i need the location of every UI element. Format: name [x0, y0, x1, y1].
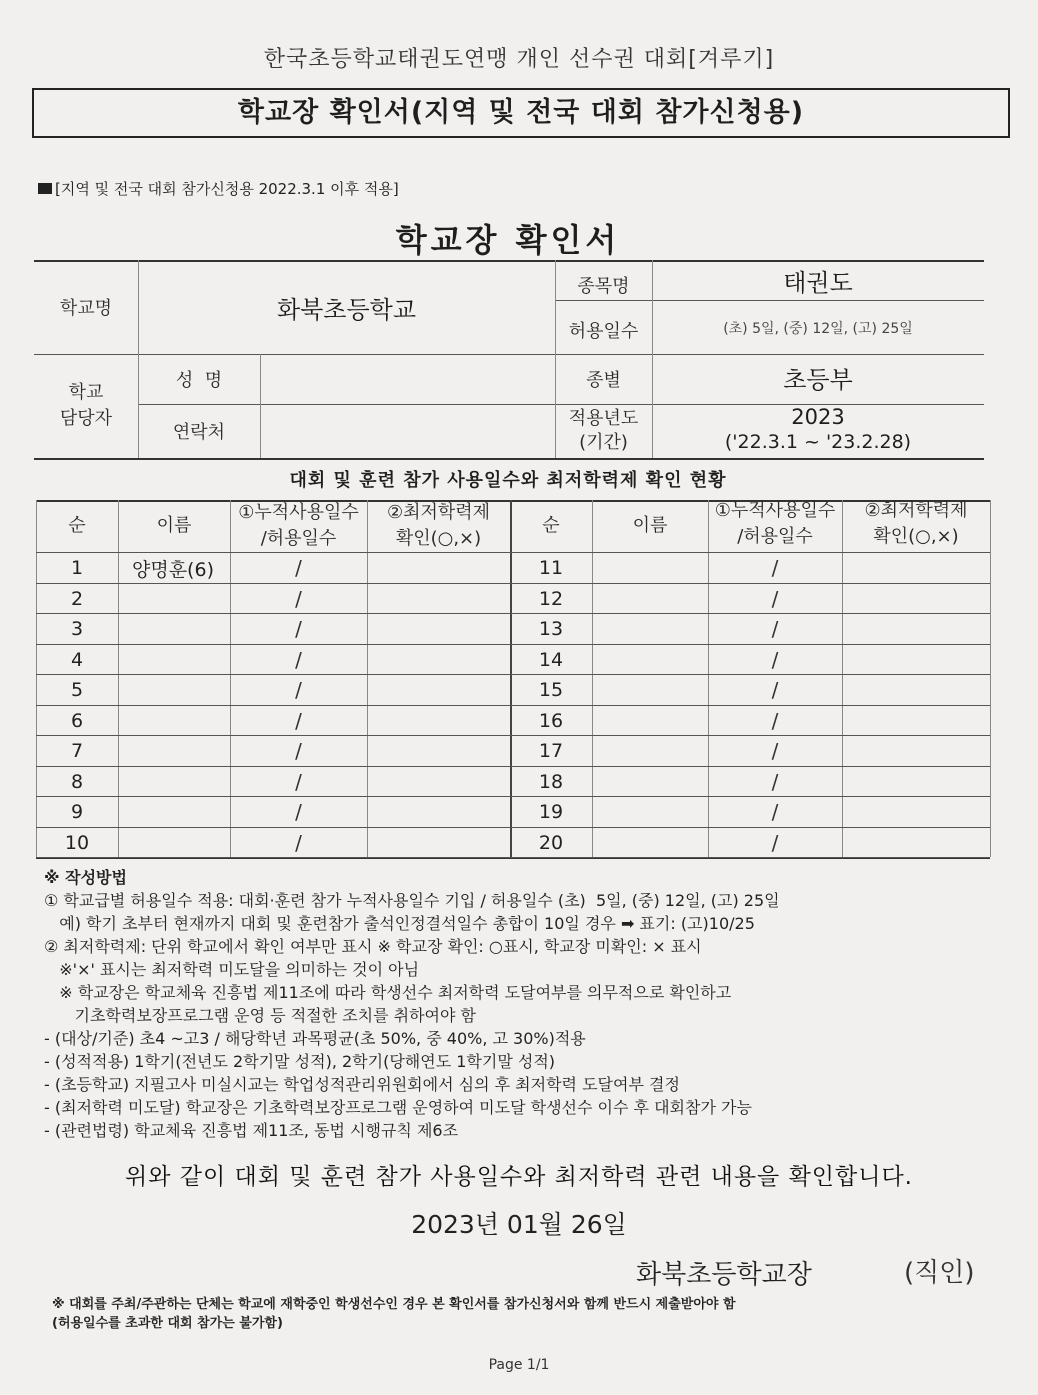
- table-row-rule: [36, 613, 990, 614]
- row-name: [132, 737, 230, 766]
- header-no-right: 순: [542, 515, 560, 536]
- row-name: [606, 646, 708, 675]
- row-days-slash: /: [771, 617, 779, 642]
- row-days-slash: /: [295, 586, 302, 611]
- instruction-line: - (초등학교) 지필고사 미실시교는 학업성적관리위원회에서 심의 후 최저학력 도달여부 결정: [44, 1075, 680, 1094]
- row-name: [606, 829, 708, 858]
- row-days-slash: /: [771, 708, 779, 733]
- row-min-check: [842, 798, 990, 827]
- instruction-line: ※'×' 표시는 최저학력 미도달을 의미하는 것이 아님: [44, 960, 420, 979]
- row-number: 4: [70, 648, 84, 671]
- school-label: 학교명: [59, 298, 113, 319]
- row-days-slash: /: [295, 556, 302, 581]
- table-row-rule: [36, 644, 990, 645]
- row-name: [132, 585, 230, 614]
- row-days-slash: /: [295, 769, 302, 794]
- row-min-check: [367, 707, 510, 736]
- footnote-line1: ※ 대회를 주최/주관하는 단체는 학교에 재학중인 학생선수인 경우 본 확인서를 참가신청서와 함께 반드시 제출받아야 함: [52, 1297, 736, 1312]
- row-days-slash: /: [295, 647, 302, 672]
- header-days-left: [230, 500, 367, 552]
- row-name: 양명훈(6): [132, 558, 214, 581]
- confirmation-statement: 위와 같이 대회 및 훈련 참가 사용일수와 최저학력 관련 내용을 확인합니다.: [125, 1164, 913, 1190]
- instructions-title: ※ 작성방법: [44, 868, 127, 887]
- instruction-line: 기초학력보장프로그램 운영 등 적절한 조치를 취하여야 함: [44, 1006, 476, 1025]
- row-min-check: [367, 737, 510, 766]
- row-min-check: [367, 676, 510, 705]
- header-min-left-2: 확인(○,×): [395, 528, 482, 549]
- row-number: 5: [70, 679, 84, 702]
- square-bullet-icon: [38, 183, 52, 194]
- row-name: [606, 737, 708, 766]
- row-min-check: [842, 615, 990, 644]
- header-name-left: 이름: [156, 515, 192, 536]
- row-number: 11: [538, 557, 564, 580]
- row-days-slash: /: [295, 800, 302, 825]
- instruction-line: - (관련법령) 학교체육 진흥법 제11조, 동법 시행규칙 제6조: [44, 1121, 459, 1140]
- row-min-check: [367, 798, 510, 827]
- event-value: 태권도: [783, 268, 853, 297]
- instruction-line: ① 학교급별 허용일수 적용: 대회·훈련 참가 누적사용일수 기입 / 허용일수 (초) 5일, (중) 12일, (고) 25일: [44, 891, 780, 910]
- footnote: [52, 1295, 736, 1333]
- row-name: [606, 768, 708, 797]
- year-label-line1: 적용년도: [568, 408, 639, 429]
- instruction-line: - (최저학력 미도달) 학교장은 기초학력보장프로그램 운영하여 미도달 학생선수 이수 후 대회참가 가능: [44, 1098, 752, 1117]
- row-name: [132, 829, 230, 858]
- instruction-line: ※ 학교장은 학교체육 진흥법 제11조에 따라 학생선수 최저학력 도달여부를 의무적으로 확인하고: [44, 983, 732, 1002]
- row-number: 3: [70, 618, 84, 641]
- instruction-line: ② 최저학력제: 단위 학교에서 확인 여부만 표시 ※ 학교장 확인: ○표시, 학교장 미확인: × 표시: [44, 937, 702, 956]
- row-name: [132, 798, 230, 827]
- row-number: 16: [538, 709, 564, 732]
- row-days-slash: /: [295, 617, 302, 642]
- row-min-check: [842, 554, 990, 583]
- instruction-line: - (성적적용) 1학기(전년도 2학기말 성적), 2학기(당해연도 1학기말 성적): [44, 1052, 556, 1071]
- row-number: 2: [70, 587, 84, 610]
- row-name: [132, 707, 230, 736]
- row-name: [606, 798, 708, 827]
- year-value-year: 2023: [791, 405, 845, 429]
- row-min-check: [842, 676, 990, 705]
- row-days-slash: /: [295, 678, 302, 703]
- table-col-rule: [990, 500, 991, 857]
- header-name-right: 이름: [632, 515, 668, 536]
- division-label: 종별: [586, 370, 621, 391]
- row-number: 7: [70, 740, 84, 763]
- contact-field: [260, 404, 555, 458]
- row-days-slash: /: [771, 586, 779, 611]
- official-seal-mark: (직인): [904, 1258, 975, 1288]
- row-number: 6: [70, 709, 84, 732]
- row-number: 17: [538, 740, 564, 763]
- instruction-line: 예) 학기 초부터 현재까지 대회 및 훈련참가 출석인정결석일수 총합이 10일 경우 ➡ 표기: (고)10/25: [44, 914, 755, 933]
- header-min-left: [367, 500, 510, 552]
- row-min-check: [367, 768, 510, 797]
- row-days-slash: /: [295, 830, 302, 855]
- row-name: [606, 615, 708, 644]
- header-days-left-2: /허용일수: [260, 528, 337, 549]
- row-days-slash: /: [771, 800, 779, 825]
- info-border-bottom: [34, 458, 984, 460]
- row-number: 8: [70, 770, 84, 793]
- header-min-left-1: ②최저학력제: [386, 502, 491, 523]
- table-col-rule: [592, 500, 593, 857]
- instruction-line: - (대상/기준) 초4 ~고3 / 해당학년 과목평균(초 50%, 중 40%, 고 30%)적용: [44, 1029, 586, 1048]
- page-number: Page 1/1: [488, 1357, 550, 1373]
- principal-signature: 화북초등학교장: [636, 1260, 812, 1290]
- table-row-rule: [36, 857, 990, 858]
- table-row-rule: [36, 766, 990, 767]
- school-value: 화북초등학교: [276, 295, 417, 324]
- row-name: [132, 615, 230, 644]
- table-row-rule: [36, 674, 990, 675]
- table-row-rule: [36, 583, 990, 584]
- org-title: 한국초등학교태권도연맹 개인 선수권 대회[겨루기]: [263, 47, 775, 72]
- row-number: 1: [70, 557, 84, 580]
- row-number: 20: [538, 831, 564, 854]
- header-days-left-1: ①누적사용일수: [238, 502, 359, 523]
- row-number: 13: [538, 618, 564, 641]
- row-min-check: [367, 554, 510, 583]
- year-label: [555, 404, 652, 458]
- row-name: [606, 676, 708, 705]
- header-days-right: [708, 496, 842, 552]
- row-name: [606, 585, 708, 614]
- subnote-text: [지역 및 전국 대회 참가신청용 2022.3.1 이후 적용]: [55, 180, 399, 198]
- row-name: [606, 554, 708, 583]
- manager-label-line2: 담당자: [59, 408, 113, 429]
- row-days-slash: /: [771, 739, 779, 764]
- row-min-check: [842, 829, 990, 858]
- year-value: [652, 402, 984, 458]
- header-min-right-1: ②최저학력제: [864, 500, 968, 521]
- row-days-slash: /: [771, 830, 779, 855]
- table-heading: 대회 및 훈련 참가 사용일수와 최저학력제 확인 현황: [289, 470, 727, 491]
- row-name: [132, 768, 230, 797]
- row-number: 18: [538, 770, 564, 793]
- table-row-rule: [36, 705, 990, 706]
- header-days-right-2: /허용일수: [737, 526, 813, 547]
- row-days-slash: /: [295, 708, 302, 733]
- row-min-check: [842, 585, 990, 614]
- name-field: [260, 354, 555, 404]
- division-value: 초등부: [783, 365, 853, 394]
- header-min-right: [842, 496, 990, 552]
- row-min-check: [367, 615, 510, 644]
- row-number: 12: [538, 587, 564, 610]
- row-days-slash: /: [771, 769, 779, 794]
- table-row-rule: [36, 735, 990, 736]
- row-number: 19: [538, 801, 564, 824]
- row-name: [606, 707, 708, 736]
- name-label: 성 명: [175, 370, 223, 391]
- table-col-rule: [118, 500, 119, 857]
- footnote-line2: (허용일수를 초과한 대회 참가는 불가함): [52, 1316, 283, 1331]
- header-days-right-1: ①누적사용일수: [714, 500, 836, 521]
- row-min-check: [367, 829, 510, 858]
- manager-label: [34, 354, 138, 458]
- days-value: (초) 5일, (중) 12일, (고) 25일: [723, 321, 913, 337]
- instructions: [44, 866, 780, 1142]
- row-name: [132, 646, 230, 675]
- subnote: [38, 178, 399, 199]
- table-row-rule: [36, 552, 990, 553]
- row-days-slash: /: [295, 739, 302, 764]
- row-min-check: [842, 768, 990, 797]
- year-value-period: ('22.3.1 ~ '23.2.28): [724, 431, 912, 453]
- row-days-slash: /: [771, 556, 779, 581]
- event-label: 종목명: [577, 276, 630, 297]
- row-min-check: [842, 646, 990, 675]
- row-days-slash: /: [771, 647, 779, 672]
- row-name: [132, 676, 230, 705]
- main-title: 학교장 확인서: [395, 221, 621, 259]
- manager-label-line1: 학교: [68, 382, 104, 403]
- table-row-rule: [36, 796, 990, 797]
- row-min-check: [367, 585, 510, 614]
- row-number: 14: [538, 648, 564, 671]
- table-row-rule: [36, 827, 990, 828]
- boxed-title: 학교장 확인서(지역 및 전국 대회 참가신청용): [32, 88, 1010, 138]
- days-label: 허용일수: [568, 321, 639, 342]
- row-days-slash: /: [771, 678, 779, 703]
- issue-date: 2023년 01월 26일: [411, 1210, 627, 1239]
- header-no-left: 순: [68, 515, 86, 536]
- row-number: 15: [538, 679, 564, 702]
- year-label-line2: (기간): [579, 432, 628, 453]
- row-min-check: [367, 646, 510, 675]
- row-min-check: [842, 707, 990, 736]
- row-number: 10: [64, 831, 90, 854]
- header-min-right-2: 확인(○,×): [873, 526, 959, 547]
- row-min-check: [842, 737, 990, 766]
- contact-label: 연락처: [172, 422, 226, 443]
- row-number: 9: [70, 801, 84, 824]
